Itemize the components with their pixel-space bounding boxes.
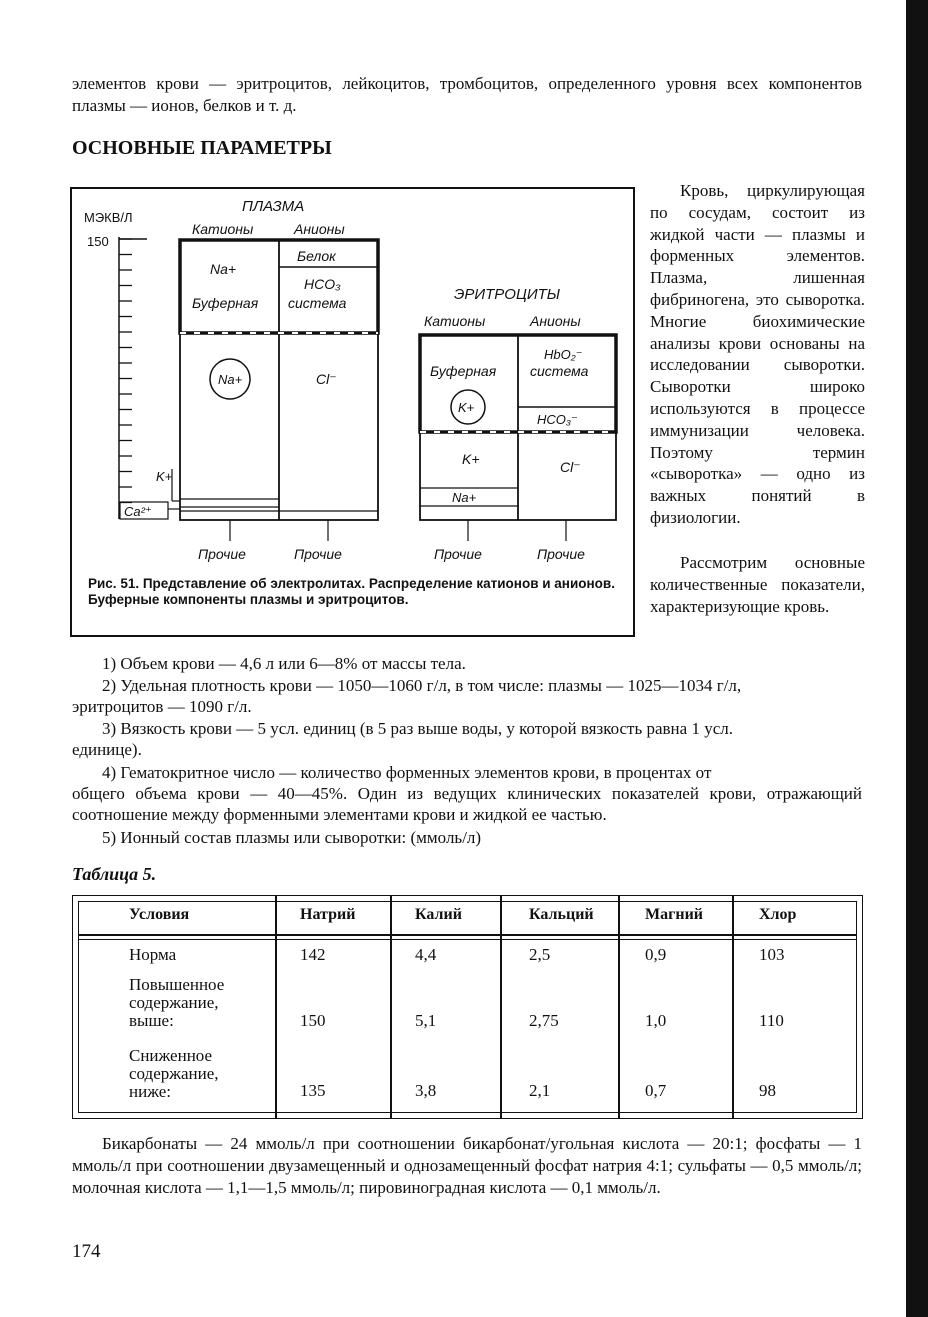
plasma-cations-label: Катионы <box>192 221 254 237</box>
plasma-na-label: Na+ <box>210 261 237 277</box>
intro-paragraph: элементов крови — эритроцитов, лейкоцитов, тромбоцитов, определенного уровня всех компонентов плазмы — ионов, белков и т. д. <box>72 74 862 115</box>
th-calcium: Кальций <box>529 906 594 923</box>
row-norm-chlorine: 103 <box>759 945 785 964</box>
ery-system-label: система <box>530 363 589 379</box>
th-magnesium: Магний <box>645 906 704 923</box>
list-item-2-text: 2) Удельная плотность крови — 1050—1060 г/л, в том числе: плазмы — 1025—1034 г/л, <box>102 676 742 695</box>
table-col-divider-4 <box>618 895 620 1119</box>
th-sodium: Натрий <box>300 906 356 923</box>
row-low-potassium: 3,8 <box>415 1081 437 1100</box>
row-low-condition-3: ниже: <box>129 1082 171 1101</box>
row-low-sodium: 135 <box>300 1081 326 1100</box>
list-item-4-cont: общего объема крови — 40—45%. Один из ведущих клинических показателей крови, отражающий соотношение между форменными элементами крови и жидкой ее частью. <box>72 784 862 824</box>
th-conditions: Условия <box>129 906 190 923</box>
ery-title: ЭРИТРОЦИТЫ <box>454 286 561 303</box>
plasma-buffer-label: Буферная <box>192 295 259 311</box>
bottom-paragraph-text: Бикарбонаты — 24 ммоль/л при соотношении бикарбонат/угольная кислота — 20:1; фосфаты — 1 ммоль/л при соотношении двузамещенный и однозамещенный фосфат натрия 4:1; сульфаты — 0,5 ммоль/л; молочная кислота — 1,1—1,5 ммоль/л; пировиноградная кислота — 0,1 ммоль/л. <box>72 1134 862 1197</box>
row-high-potassium: 5,1 <box>415 1011 437 1030</box>
table-header-rule-2 <box>78 939 857 940</box>
list-item-3-cont: единице). <box>72 740 142 759</box>
row-low-magnesium: 0,7 <box>645 1081 667 1100</box>
protein-label: Белок <box>297 248 336 264</box>
list-item-4 <box>72 762 862 825</box>
table-title: Таблица 5. <box>72 864 157 884</box>
row-high-calcium: 2,75 <box>529 1011 559 1030</box>
section-heading: ОСНОВНЫЕ ПАРАМЕТРЫ <box>72 137 332 159</box>
list-item-3 <box>72 718 862 760</box>
plasma-anions-label: Анионы <box>294 221 345 237</box>
plasma-system-label: система <box>288 295 347 311</box>
ery-k-label: K+ <box>462 451 480 467</box>
list-item-3-text: 3) Вязкость крови — 5 усл. единиц (в 5 раз выше воды, у которой вязкость равна 1 усл. <box>102 719 733 738</box>
hbo2-label: HbO₂⁻ <box>544 347 583 362</box>
table-col-divider-1 <box>275 895 277 1119</box>
row-high-magnesium: 1,0 <box>645 1011 667 1030</box>
electrolyte-diagram <box>72 189 637 639</box>
plasma-title: ПЛАЗМА <box>242 198 305 215</box>
ery-anions-label: Анионы <box>530 313 581 329</box>
table-header-rule <box>78 934 857 936</box>
list-item-2-cont: эритроцитов — 1090 г/л. <box>72 697 252 716</box>
scan-edge-bar <box>906 0 928 1317</box>
other-label-2: Прочие <box>294 546 342 562</box>
ery-cations-label: Катионы <box>424 313 486 329</box>
k-side-label: K+ <box>156 469 173 484</box>
plasma-hco3-label: HCO₃ <box>304 276 341 292</box>
row-high-condition-1: Повышенное <box>129 975 225 994</box>
ery-hco3-label: HCO₃⁻ <box>537 412 578 427</box>
figure-51 <box>70 187 635 637</box>
th-potassium: Калий <box>415 906 462 923</box>
axis-ticks <box>119 239 147 503</box>
list-item-5-text: 5) Ионный состав плазмы или сыворотки: (ммоль/л) <box>102 828 482 847</box>
list-item-4-text: 4) Гематокритное число — количество форменных элементов крови, в процентах от <box>102 763 712 782</box>
list-item-2 <box>72 675 862 717</box>
th-chlorine: Хлор <box>759 906 797 923</box>
row-high-sodium: 150 <box>300 1011 326 1030</box>
table-col-divider-3 <box>500 895 502 1119</box>
table-col-divider-5 <box>732 895 734 1119</box>
row-norm-magnesium: 0,9 <box>645 945 667 964</box>
row-low-calcium: 2,1 <box>529 1081 551 1100</box>
row-norm-calcium: 2,5 <box>529 945 551 964</box>
ery-cl-label: Cl⁻ <box>560 459 581 475</box>
row-norm-sodium: 142 <box>300 945 326 964</box>
row-high-condition-3: выше: <box>129 1011 174 1030</box>
row-low-condition-1: Сниженное <box>129 1046 213 1065</box>
plasma-cl-label: Cl⁻ <box>316 371 337 387</box>
figure-caption: Рис. 51. Представление об электролитах. Распределение катионов и анионов. Буферные компоненты плазмы и эритроцитов. <box>88 576 615 607</box>
row-high-condition-2: содержание, <box>129 993 219 1012</box>
other-label-4: Прочие <box>537 546 585 562</box>
row-low-chlorine: 98 <box>759 1081 776 1100</box>
other-label-3: Прочие <box>434 546 482 562</box>
row-norm-potassium: 4,4 <box>415 945 437 964</box>
list-item-5 <box>72 827 862 848</box>
na-circle-label: Na+ <box>218 372 243 387</box>
ery-na-label: Na+ <box>452 490 477 505</box>
side-paragraph-2-text: Рассмотрим основные количественные показатели, характеризующие кровь. <box>650 553 865 616</box>
row-low-condition-2: содержание, <box>129 1064 219 1083</box>
table-col-divider-2 <box>390 895 392 1119</box>
side-paragraph-1-text: Кровь, циркулирующая по сосудам, состоит из жидкой части — плазмы и форменных элементов. Плазма, лишенная фибриногена, это сыворотка. Многие биохимические анализы крови основаны на исследовании сыворотки. Сыворотки широко используются в процессе иммунизации человека. Поэтому термин «сыворотка» — одно из важных понятий в физиологии. <box>650 181 865 527</box>
list-item-1 <box>72 653 862 674</box>
page-number: 174 <box>72 1241 101 1262</box>
ery-buffer-label: Буферная <box>430 363 497 379</box>
bottom-paragraph <box>72 1133 862 1199</box>
axis-max-label: 150 <box>87 234 109 249</box>
other-label-1: Прочие <box>198 546 246 562</box>
side-paragraph-1 <box>650 180 865 529</box>
side-paragraph-2 <box>650 552 865 617</box>
axis-unit-label: МЭКВ/Л <box>84 210 133 225</box>
row-high-chlorine: 110 <box>759 1011 784 1030</box>
k-circle-label: K+ <box>458 400 475 415</box>
list-item-1-text: 1) Объем крови — 4,6 л или 6—8% от массы тела. <box>102 654 466 673</box>
row-norm-condition: Норма <box>129 945 177 964</box>
ca-side-label: Ca²⁺ <box>124 504 152 519</box>
